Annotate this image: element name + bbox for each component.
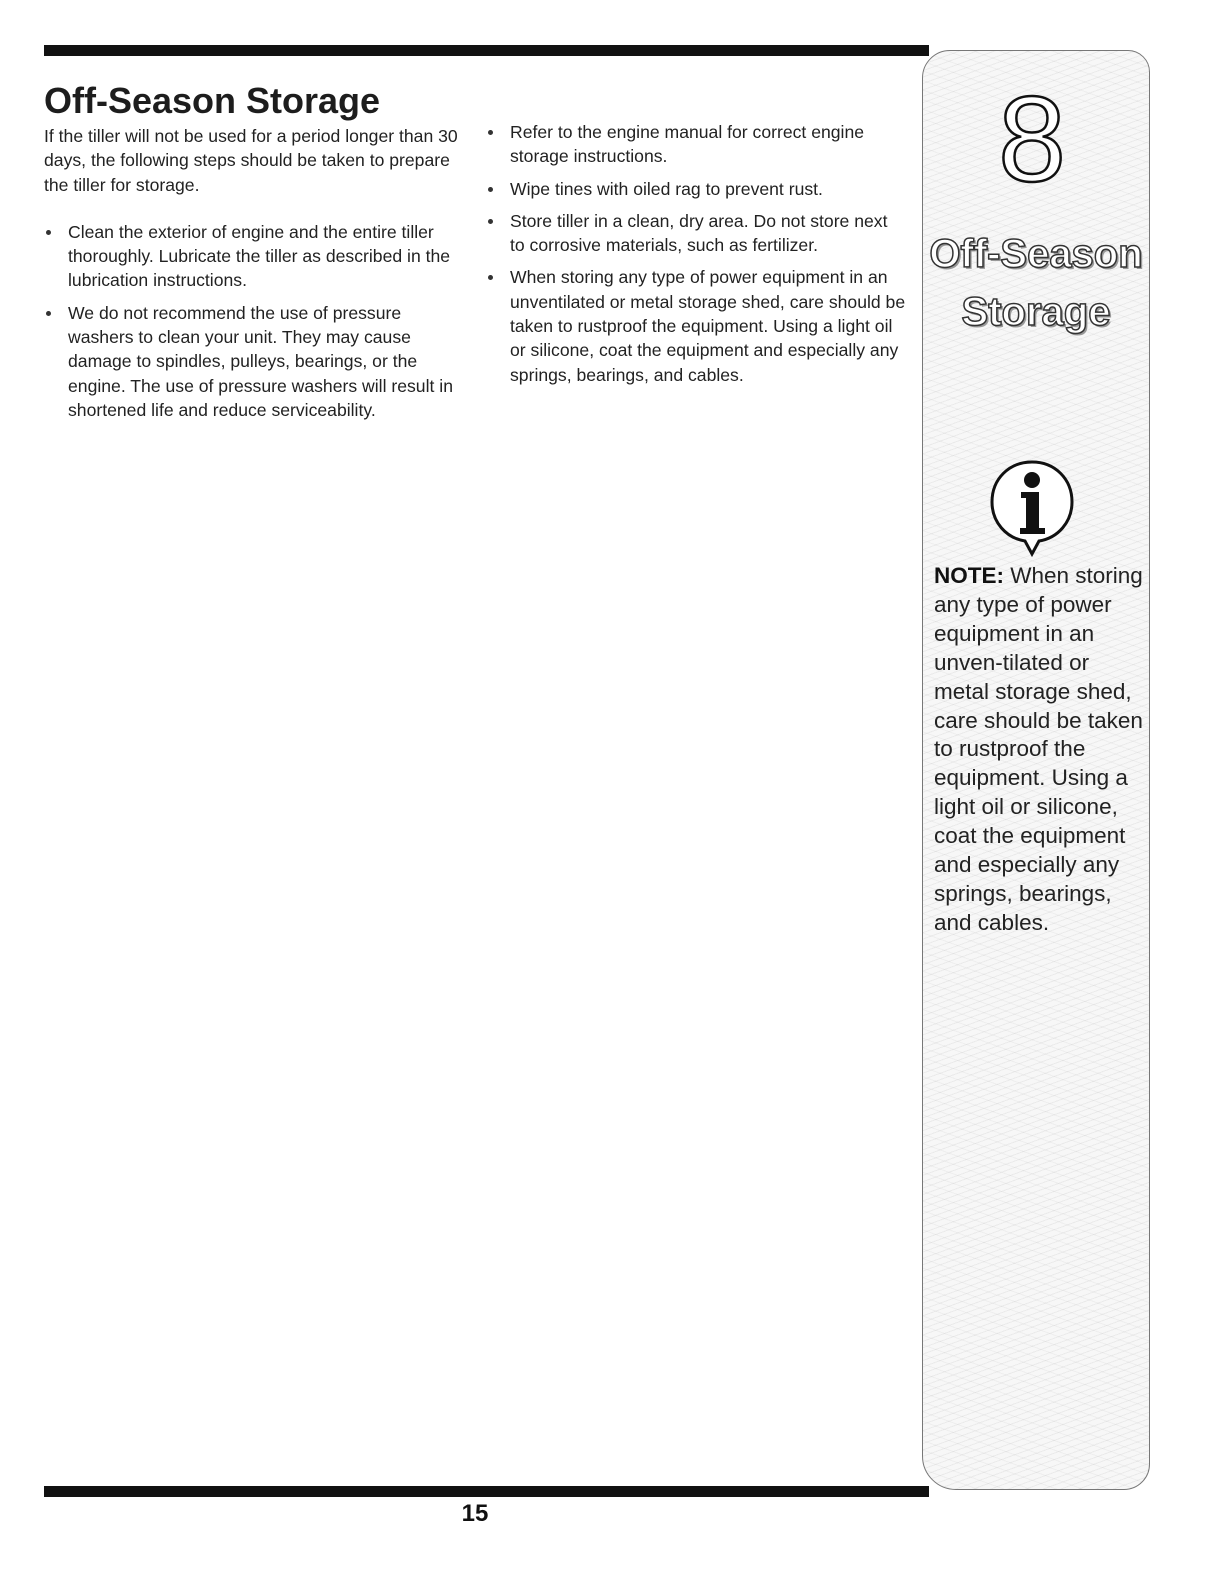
page-number: 15 (461, 1500, 489, 1527)
chapter-number: 8 (998, 71, 1066, 207)
right-column (486, 120, 906, 395)
page-title: Off-Season Storage (44, 80, 381, 121)
sidebar-title (922, 225, 1150, 341)
list-item: Wipe tines with oiled rag to prevent rust. (486, 177, 906, 201)
note-label: NOTE: (934, 563, 1004, 588)
note-text: When storing any type of power equipment in an unven-tilated or metal storage shed, care should be taken to rustproof the equipment. Using a light oil or silicone, coat the equipment and especially any springs, bearings, and cables. (934, 563, 1143, 935)
list-item: When storing any type of power equipment in an unventilated or metal storage shed, care should be taken to rustproof the equipment. Using a light oil or silicone, coat the equipment and especially any springs, bearings, and cables. (486, 265, 906, 386)
sidebar-note (934, 562, 1146, 938)
info-icon (987, 458, 1077, 558)
left-column (44, 124, 462, 430)
intro-paragraph: If the tiller will not be used for a period longer than 30 days, the following steps should be taken to prepare the tiller for storage. (44, 126, 458, 195)
list-item: Clean the exterior of engine and the entire tiller thoroughly. Lubricate the tiller as described in the lubrication instructions. (44, 220, 462, 293)
sidebar-title-line1: Off-Season (929, 232, 1143, 276)
bottom-rule (44, 1486, 929, 1497)
list-item: Store tiller in a clean, dry area. Do not store next to corrosive materials, such as fertilizer. (486, 209, 906, 258)
right-bullet-list (486, 120, 906, 387)
left-bullet-list (44, 220, 462, 422)
list-item: Refer to the engine manual for correct engine storage instructions. (486, 120, 906, 169)
sidebar-title-line2: Storage (961, 290, 1111, 334)
top-rule (44, 45, 929, 56)
list-item: We do not recommend the use of pressure washers to clean your unit. They may cause damage to spindles, pulleys, bearings, or the engine. The use of pressure washers will result in shortened life and reduce serviceability. (44, 301, 462, 422)
